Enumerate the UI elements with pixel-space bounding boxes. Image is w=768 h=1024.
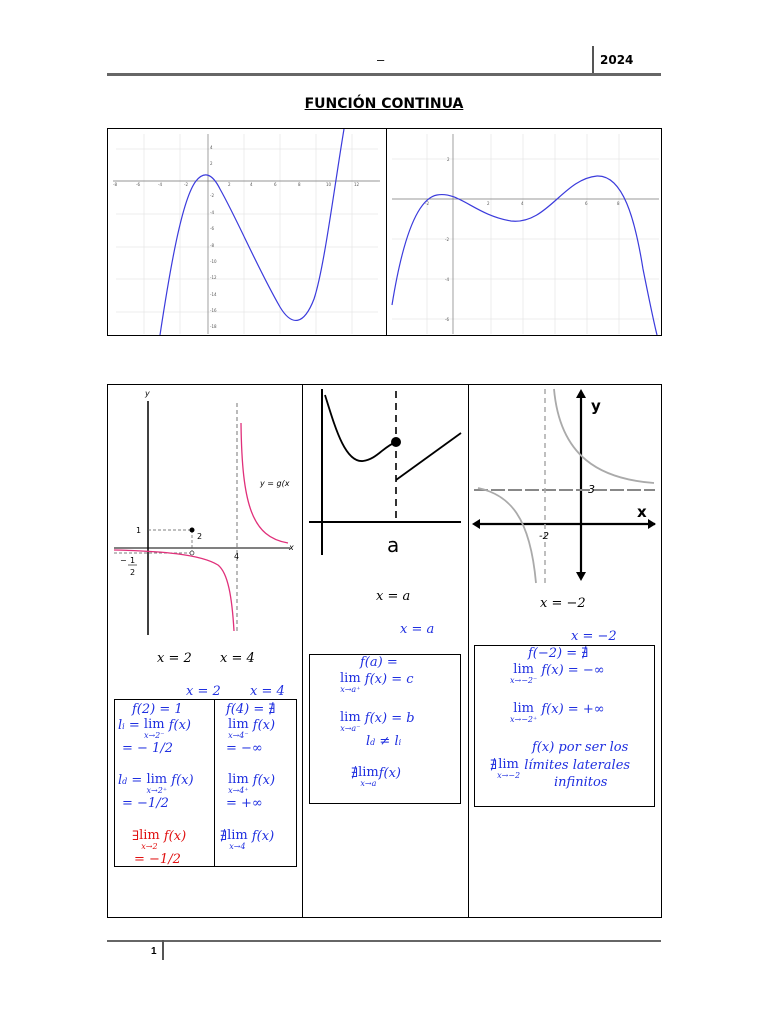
- discontinuity-xneg2: x = −2: [540, 596, 586, 611]
- not-exists-symbol: ∄: [351, 766, 359, 781]
- axis-label: -2: [210, 193, 214, 198]
- lim-under: x→4: [229, 842, 246, 851]
- x-axis-label: x: [637, 503, 647, 521]
- axis-label: 2: [487, 201, 490, 206]
- axis-label: 10: [326, 182, 332, 187]
- discontinuity-x2: x = 2: [157, 651, 192, 666]
- li-symbol: l: [394, 734, 399, 749]
- axis-label: -2: [445, 237, 449, 242]
- page-number: 1: [151, 946, 157, 957]
- lim-fx: f(x) = +∞: [541, 702, 605, 717]
- lim-word: lim: [498, 757, 519, 772]
- reason-text-end: infinitos: [554, 775, 608, 790]
- lim-word: lim: [358, 765, 379, 780]
- axis-label: -18: [210, 324, 217, 329]
- axis-label: 12: [354, 182, 360, 187]
- header-year: 2024: [600, 53, 634, 67]
- axis-label: -6: [136, 182, 140, 187]
- lim-word: lim: [227, 828, 248, 843]
- header-dash: –: [377, 52, 385, 67]
- lim-word: lim: [228, 717, 249, 732]
- lim-fx: f(x) = −∞: [541, 663, 605, 678]
- label-three: 3: [588, 483, 595, 496]
- lim-fx: f(x): [163, 829, 187, 844]
- header-divider: [592, 46, 594, 74]
- footer-divider: [162, 940, 164, 960]
- lim-operator: [228, 773, 249, 795]
- axis-label: -4: [445, 277, 449, 282]
- label-minus: −: [120, 556, 127, 565]
- lim-under: x→2⁻: [143, 731, 165, 740]
- not-exists-symbol: ∄: [220, 829, 228, 844]
- lim-under: x→4⁺: [228, 786, 249, 795]
- lim-operator: [146, 773, 167, 795]
- axis-label: 8: [298, 182, 301, 187]
- lim-word: lim: [228, 772, 249, 787]
- a-label: a: [387, 533, 400, 557]
- left-limit-x4-value: = −∞: [226, 741, 263, 756]
- lim-fx: f(x): [171, 773, 194, 788]
- axis-label: -6: [445, 317, 449, 322]
- jump-discontinuity-graph: [305, 387, 465, 562]
- lim-operator: [139, 829, 160, 851]
- li-sub: i: [122, 722, 125, 731]
- lim-fx: f(x): [251, 829, 275, 844]
- limit-not-exists-xa: [351, 766, 401, 788]
- quartic-graph: [387, 129, 661, 335]
- function-label: y = g(x: [260, 479, 290, 488]
- axis-label: -8: [210, 243, 214, 248]
- reason-text: límites laterales: [524, 758, 631, 773]
- ld-symbol: l: [118, 773, 123, 788]
- limit-not-exists-x4: [220, 829, 274, 851]
- limit-exists-x2-value: = −1/2: [134, 852, 181, 867]
- cubic-curve: [160, 129, 344, 335]
- lim-operator: [510, 702, 537, 724]
- ld-eq: =: [127, 773, 147, 788]
- label-half-den: 2: [130, 568, 136, 577]
- lim-fx: f(x) = c: [364, 672, 414, 687]
- label-four: 4: [234, 552, 240, 561]
- lim-under: x→a⁺: [340, 685, 361, 694]
- label-half-num: 1: [130, 556, 136, 565]
- axis-label: -6: [210, 226, 214, 231]
- axis-label: 4: [250, 182, 253, 187]
- lim-word: lim: [513, 701, 534, 716]
- lim-fx: f(x): [252, 773, 276, 788]
- axis-label: -2: [425, 201, 429, 206]
- lim-fx: f(x): [252, 718, 276, 733]
- ld-sub: d: [370, 738, 376, 747]
- not-exists-symbol: ∄: [490, 758, 498, 773]
- axis-label: 4: [210, 145, 213, 150]
- limits-box-divider: [214, 699, 215, 867]
- neq-symbol: ≠: [375, 734, 395, 749]
- label-two: 2: [197, 532, 203, 541]
- left-limit-x2: [118, 718, 191, 740]
- axis-label: -12: [210, 275, 217, 280]
- header-rule: [107, 73, 661, 76]
- lim-under: x→−2⁻: [510, 676, 538, 685]
- lim-operator: [228, 718, 249, 740]
- lim-word: lim: [513, 662, 534, 677]
- lim-operator: [340, 711, 361, 733]
- lim-word: lim: [340, 671, 361, 686]
- axis-label: -16: [210, 308, 217, 313]
- axis-label: -4: [210, 210, 214, 215]
- axis-label: 2: [447, 157, 450, 162]
- label-neg2: -2: [539, 531, 549, 542]
- axis-label: -2: [184, 182, 188, 187]
- lim-under: x→a: [360, 779, 377, 788]
- lim-under: x→2⁺: [146, 786, 168, 795]
- axis-label: 2: [228, 182, 231, 187]
- discontinuity-x4: x = 4: [220, 651, 255, 666]
- lim-fx: f(x) = b: [364, 711, 415, 726]
- axis-label: -4: [158, 182, 162, 187]
- li-symbol: l: [118, 718, 123, 733]
- lim-word: lim: [143, 717, 165, 732]
- lim-word: lim: [146, 772, 168, 787]
- lim-under: x→−2: [497, 771, 521, 780]
- lim-operator: [497, 758, 520, 780]
- page-title: FUNCIÓN CONTINUA: [304, 96, 464, 112]
- left-limit-xneg2: [510, 663, 605, 685]
- ld-sub: d: [122, 777, 128, 786]
- axis-label: -8: [113, 182, 117, 187]
- ld-symbol: l: [366, 734, 371, 749]
- right-limit-xneg2: [510, 702, 605, 724]
- right-limit-x4: [228, 773, 275, 795]
- not-exists-reason: f(x) por ser los: [532, 740, 629, 755]
- lim-fx: f(x): [168, 718, 191, 733]
- label-one: 1: [136, 526, 142, 535]
- axis-label: 8: [617, 201, 620, 206]
- right-limit-x2-value: = −1/2: [122, 796, 169, 811]
- quartic-curve: [392, 176, 657, 335]
- panel-divider-1: [302, 384, 303, 918]
- blue-label-x4: x = 4: [250, 684, 285, 699]
- x-axis-label: x: [289, 543, 294, 552]
- left-limit-x2-value: = − 1/2: [122, 741, 173, 756]
- li-eq: =: [124, 718, 144, 733]
- lim-under: x→4⁻: [228, 731, 249, 740]
- right-limit-x2: [118, 773, 194, 795]
- y-axis-label: y: [591, 397, 601, 415]
- blue-label-x2: x = 2: [186, 684, 221, 699]
- removable-asymptote-graph: [110, 387, 300, 637]
- fneg2-value: f(−2) = ∄: [528, 646, 589, 661]
- lim-operator: [144, 718, 165, 740]
- footer-rule: [107, 940, 661, 942]
- infinite-discontinuity-graph: [470, 387, 660, 587]
- right-limit-xa: [340, 672, 414, 694]
- li-sub: i: [398, 738, 402, 747]
- blue-label-xneg2: x = −2: [571, 629, 617, 644]
- lim-operator: [227, 829, 248, 851]
- axis-label: 2: [210, 161, 213, 166]
- axis-label: 4: [521, 201, 524, 206]
- lim-under: x→−2⁺: [510, 715, 538, 724]
- discontinuity-xa: x = a: [376, 589, 411, 604]
- right-limit-x4-value: = +∞: [226, 796, 263, 811]
- cubic-graph: [108, 129, 386, 335]
- axis-label: -14: [210, 292, 217, 297]
- exists-symbol: ∃: [132, 829, 140, 844]
- limit-exists-x2: [132, 829, 186, 851]
- y-axis-label: y: [145, 389, 150, 398]
- axis-label: 6: [274, 182, 277, 187]
- axis-label: 6: [585, 201, 588, 206]
- lim-under: x→a⁻: [340, 724, 361, 733]
- blue-label-xa: x = a: [400, 622, 435, 637]
- lim-word: lim: [340, 710, 361, 725]
- f2-value: f(2) = 1: [132, 702, 183, 717]
- lateral-limits-differ: [366, 734, 401, 749]
- lim-operator: [358, 766, 379, 788]
- f4-value: f(4) = ∄: [226, 702, 276, 717]
- left-limit-x4: [228, 718, 275, 740]
- lim-under: x→2: [141, 842, 158, 851]
- lim-fx: f(x): [378, 766, 402, 781]
- fa-value: f(a) =: [360, 655, 398, 670]
- left-limit-xa: [340, 711, 415, 733]
- lim-operator: [340, 672, 361, 694]
- axis-label: -10: [210, 259, 217, 264]
- lim-word: lim: [139, 828, 160, 843]
- panel-divider-2: [468, 384, 469, 918]
- lim-operator: [510, 663, 537, 685]
